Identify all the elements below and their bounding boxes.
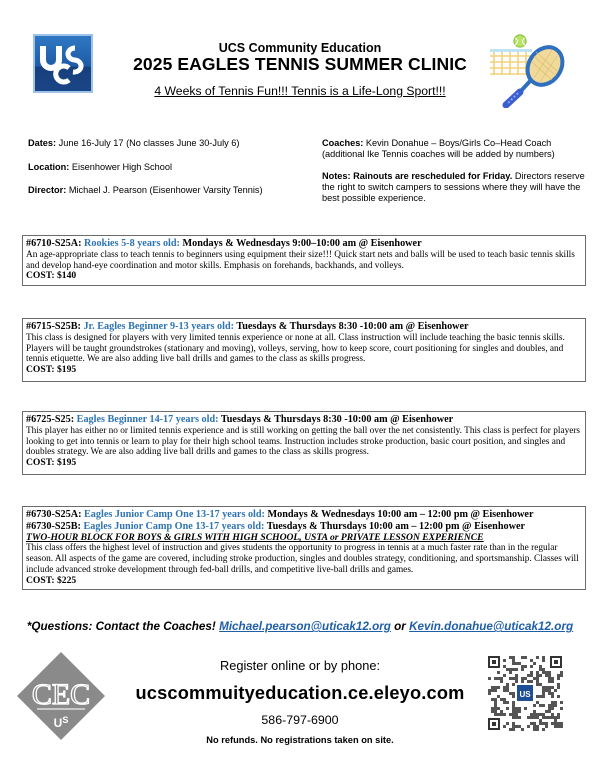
class-6715	[22, 318, 586, 382]
dates-value: June 16-July 17 (No classes June 30-July 6)	[56, 138, 240, 148]
class-heading	[26, 321, 581, 333]
class-cost: COST: $195	[26, 457, 77, 469]
contact-prefix: *Questions: Contact the Coaches!	[26, 620, 220, 633]
class-name: Jr. Eagles Beginner 9-13 years old:	[83, 321, 234, 332]
qr-code-icon[interactable]	[487, 655, 563, 731]
class-description: This class is designed for players with very limited tennis experience or none at all. Class instruction will include teaching the basic tennis skills. Players will be taught groundstrokes (stationary and moving), volleys, serving, how to keep score, court positioning for singles and doubles, and tennis etiquette. We are also adding live ball drills and games to the class as skills progress.	[26, 332, 565, 365]
class-description: This class offers the highest level of instruction and gives students the opportunity to progress in tennis at a much faster rate than in the regular season. All aspects of the game are covered, including stroke production, singles and doubles strategy, conditioning, and sportsmanship. Classes will include advanced stroke development through fed-ball drills, and competitive live-ball drills and games.	[26, 543, 579, 575]
class-schedule: Tuesdays & Thursdays 8:30 -10:00 am @ Eisenhower	[218, 414, 454, 425]
dates-info	[28, 138, 239, 149]
contact-line	[0, 620, 600, 633]
class-name: Rookies 5-8 years old:	[84, 238, 180, 249]
class-description: An age-appropriate class to teach tennis to beginners using equipment their size!!! Quick start nets and balls will be used to teach basic tennis skills and develop hand-eye coordination and motor skills. Emphasis on forehands, backhands, and volleys.	[26, 249, 575, 271]
page-title: 2025 EAGLES TENNIS SUMMER CLINIC	[133, 54, 467, 74]
class-code: #6710-S25A:	[26, 238, 82, 249]
contact-joiner: or	[390, 620, 410, 633]
class-heading	[26, 414, 581, 426]
register-label: Register online or by phone:	[219, 658, 381, 673]
email-link-pearson[interactable]: Michael.pearson@uticak12.org	[219, 620, 391, 633]
class-cost: COST: $225	[26, 574, 77, 586]
class-schedule-2: Tuesdays & Thursdays 10:00 am – 12:00 pm @ Eisenhower	[264, 520, 526, 532]
class-schedule: Mondays & Wednesdays 10:00 am – 12:00 pm @ Eisenhower	[264, 509, 534, 520]
dates-label: Dates:	[28, 138, 57, 148]
class-heading	[26, 238, 581, 250]
coaches-info	[322, 138, 592, 160]
class-code-2: #6730-S25B:	[26, 520, 81, 532]
class-schedule: Mondays & Wednesdays 9:00–10:00 am @ Eisenhower	[179, 238, 422, 249]
tagline-text: 4 Weeks of Tennis Fun!!! Tennis is a Life-Long Sport!!!	[154, 84, 446, 98]
director-label: Director:	[28, 185, 67, 195]
class-name: Eagles Junior Camp One 13-17 years old:	[84, 509, 265, 520]
class-cost: COST: $140	[26, 270, 77, 282]
email-link-donahue[interactable]: Kevin.donahue@uticak12.org	[409, 620, 574, 633]
class-name: Eagles Beginner 14-17 years old:	[76, 414, 219, 425]
tennis-racket-icon	[490, 34, 570, 108]
class-code: #6730-S25A:	[26, 509, 82, 520]
class-subheading: TWO-HOUR BLOCK FOR BOYS & GIRLS WITH HIGH SCHOOL, USTA or PRIVATE LESSON EXPERIENCE	[26, 532, 484, 544]
svg-text:US: US	[519, 690, 531, 699]
class-6730	[22, 506, 586, 590]
class-code: #6715-S25B:	[26, 321, 81, 332]
refund-note: No refunds. No registrations taken on site.	[206, 735, 394, 745]
registration-url[interactable]: ucscommuityeducation.ce.eleyo.com	[135, 683, 465, 703]
class-cost: COST: $195	[26, 364, 77, 376]
location-label: Location:	[28, 162, 70, 172]
registration-phone: 586-797-6900	[261, 713, 339, 727]
class-heading-2	[26, 521, 581, 533]
cec-logo-text: CEC	[31, 678, 91, 711]
class-name-2: Eagles Junior Camp One 13-17 years old:	[83, 520, 265, 532]
director-value: Michael J. Pearson (Eisenhower Varsity Tennis)	[66, 185, 263, 195]
class-description: This player has either no or limited tennis experience and is still working on getting the ball over the net consistently. This class is perfect for players looking to get into tennis or learn to play for their high school teams. Instruction includes stroke production, basic court position, and singles and doubles strategy. We are also adding live ball drills and games to the class as skills progress.	[26, 425, 581, 458]
svg-text:US: $U^S$	[53, 715, 69, 730]
location-info	[28, 162, 172, 173]
notes-label: Notes: Rainouts are rescheduled for Friday.	[322, 171, 513, 181]
class-heading	[26, 509, 581, 521]
notes-value: Directors reserve the right to switch campers to sessions where they will have the best possible experience.	[322, 171, 585, 203]
location-value: Eisenhower High School	[69, 162, 172, 172]
class-6710	[22, 235, 586, 286]
class-code: #6725-S25:	[26, 414, 75, 425]
coaches-label: Coaches:	[322, 138, 364, 148]
director-info	[28, 185, 263, 196]
organization-name: UCS Community Education	[218, 41, 382, 55]
notes-info	[322, 171, 592, 204]
class-schedule: Tuesdays & Thursdays 8:30 -10:00 am @ Eisenhower	[234, 321, 469, 332]
coaches-value: Kevin Donahue – Boys/Girls Co–Head Coach (additional Ike Tennis coaches will be added by numbers)	[322, 138, 555, 159]
class-6725	[22, 411, 586, 475]
